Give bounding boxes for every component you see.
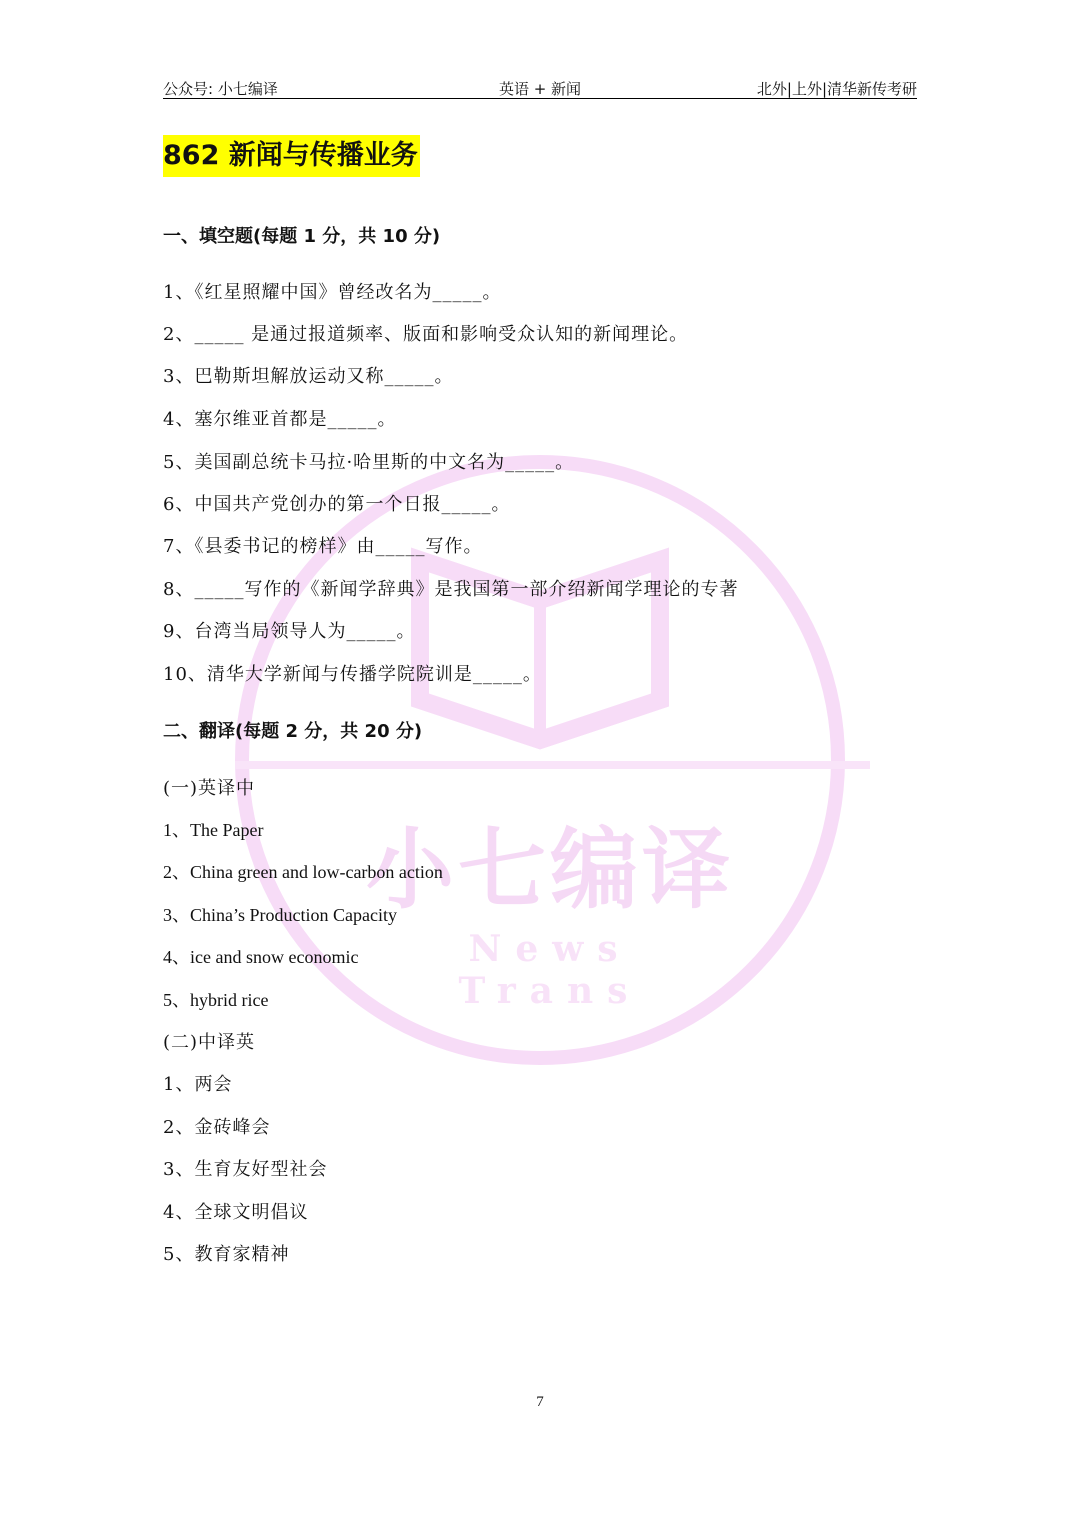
list-item: 4、ice and snow economic bbox=[163, 947, 359, 967]
header-center: 英语 + 新闻 bbox=[498, 80, 582, 98]
list-item: 9、台湾当局领导人为_____。 bbox=[163, 621, 416, 642]
list-item: 7、《县委书记的榜样》由_____写作。 bbox=[163, 536, 483, 557]
list-item: 2、China green and low-carbon action bbox=[163, 862, 443, 882]
list-item: 8、_____写作的《新闻学辞典》是我国第一部介绍新闻学理论的专著 bbox=[163, 579, 739, 600]
section-heading-translation: 二、翻译(每题 2 分，共 20 分) bbox=[163, 721, 423, 742]
header-right: 北外|上外|清华新传考研 bbox=[756, 80, 917, 98]
page-header bbox=[163, 76, 917, 99]
list-item: 6、中国共产党创办的第一个日报_____。 bbox=[163, 494, 511, 515]
watermark-text: 小七编译 bbox=[365, 818, 734, 921]
list-item: 3、生育友好型社会 bbox=[163, 1159, 328, 1180]
list-item: 5、美国副总统卡马拉·哈里斯的中文名为_____。 bbox=[163, 452, 575, 473]
page-number: 7 bbox=[536, 1394, 544, 1410]
list-item: 2、金砖峰会 bbox=[163, 1117, 271, 1138]
list-item: 5、hybrid rice bbox=[163, 990, 269, 1010]
list-item: 3、China’s Production Capacity bbox=[163, 905, 397, 925]
section-heading-fill-blank: 一、填空题(每题 1 分，共 10 分) bbox=[163, 226, 441, 247]
list-item: 10、清华大学新闻与传播学院院训是_____。 bbox=[163, 664, 542, 685]
list-item: 3、巴勒斯坦解放运动又称_____。 bbox=[163, 366, 454, 387]
document-title: 862 新闻与传播业务 bbox=[163, 135, 420, 177]
subsection-en-to-zh: (一)英译中 bbox=[163, 778, 256, 799]
list-item: 4、塞尔维亚首都是_____。 bbox=[163, 409, 397, 430]
list-item: 4、全球文明倡议 bbox=[163, 1202, 309, 1223]
list-item: 2、_____ 是通过报道频率、版面和影响受众认知的新闻理论。 bbox=[163, 324, 689, 345]
list-item: 1、《红星照耀中国》曾经改名为_____。 bbox=[163, 282, 502, 303]
list-item: 5、教育家精神 bbox=[163, 1244, 290, 1265]
list-item: 1、The Paper bbox=[163, 820, 264, 840]
list-item: 1、两会 bbox=[163, 1074, 233, 1095]
header-left: 公众号: 小七编译 bbox=[163, 80, 278, 98]
subsection-zh-to-en: (二)中译英 bbox=[163, 1032, 256, 1053]
watermark-subtext: News Trans bbox=[458, 928, 642, 1012]
